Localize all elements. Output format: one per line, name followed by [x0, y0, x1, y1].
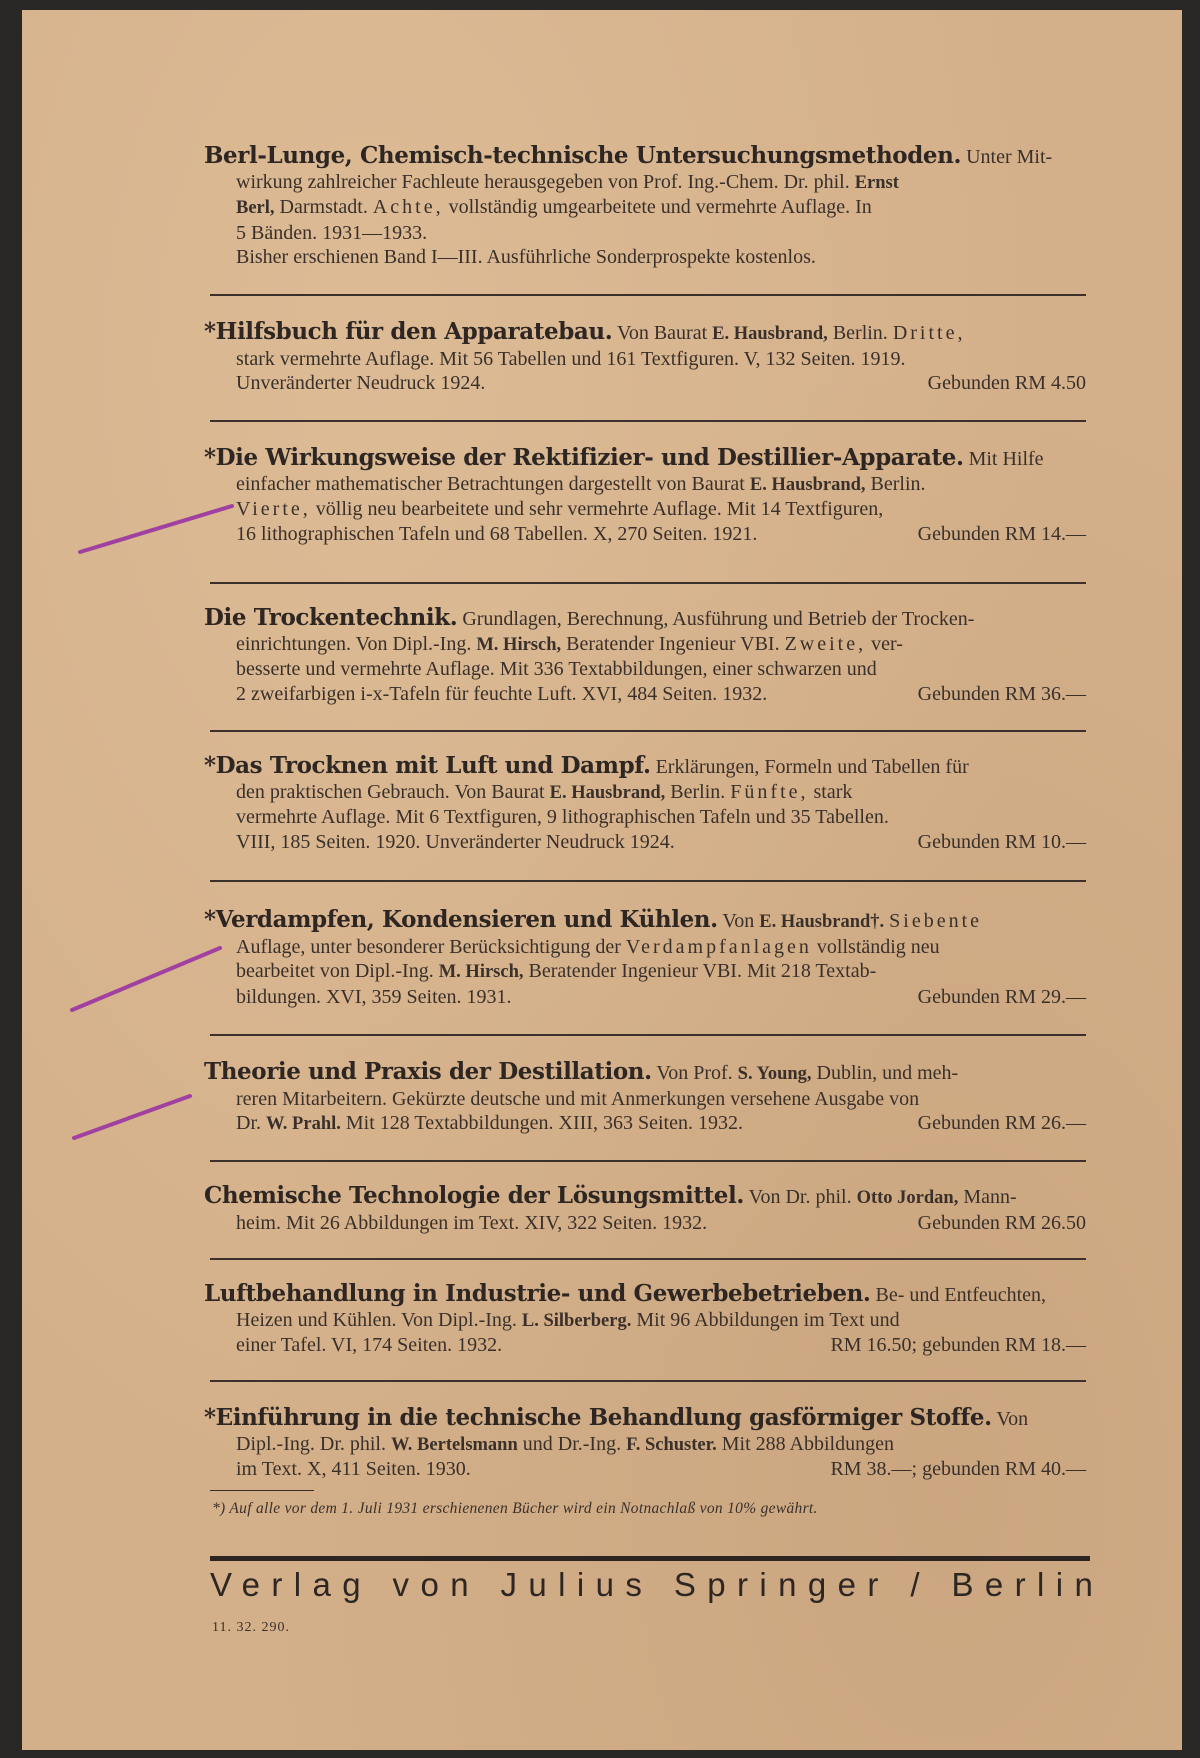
- divider-rule: [210, 420, 1086, 422]
- book-title: *Das Trocknen mit Luft und Dampf.: [204, 752, 651, 779]
- entry-text: heim. Mit 26 Abbildungen im Text. XIV, 322 Seiten. 1932.: [236, 1211, 708, 1234]
- entry-text: den praktischen Gebrauch. Von Baurat: [236, 780, 545, 803]
- catalog-page: [22, 10, 1182, 1750]
- entry-text: wirkung zahlreicher Fachleute herausgegeben von Prof. Ing.-Chem. Dr. phil.: [236, 170, 850, 193]
- author-name: F. Schuster.: [626, 1434, 717, 1455]
- author-name: E. Hausbrand,: [549, 782, 666, 803]
- entry-text: Erklärungen, Formeln und Tabellen für: [655, 756, 969, 778]
- book-title: Chemische Technologie der Lösungsmittel.: [204, 1182, 744, 1209]
- entry-text: stark vermehrte Auflage. Mit 56 Tabellen und 161 Textfiguren. V, 132 Seiten. 1919.: [236, 347, 906, 370]
- entry-text: Beratender Ingenieur VBI. Mit 218 Textab-: [528, 960, 877, 983]
- print-code: 11. 32. 290.: [212, 1620, 290, 1635]
- divider-rule: [210, 730, 1086, 732]
- entry-text: Unveränderter Neudruck 1924.: [236, 372, 486, 395]
- author-name: M. Hirsch,: [476, 634, 562, 655]
- pencil-mark-3: [62, 1088, 202, 1148]
- book-entry-hilfsbuch: [204, 318, 1086, 396]
- book-title: Luftbehandlung in Industrie- und Gewerbebetrieben.: [204, 1280, 871, 1307]
- book-entry-trocknen: [204, 752, 1086, 854]
- entry-text: Berlin.: [670, 780, 726, 803]
- entry-text: einer Tafel. VI, 174 Seiten. 1932.: [236, 1334, 503, 1357]
- book-title: Theorie und Praxis der Destillation.: [204, 1058, 652, 1085]
- entry-text: Beratender Ingenieur VBI.: [566, 632, 780, 655]
- entry-text: Mit 96 Abbildungen im Text und: [636, 1308, 900, 1331]
- entry-text: vermehrte Auflage. Mit 6 Textfiguren, 9 lithographischen Tafeln und 35 Tabellen.: [236, 806, 889, 829]
- entry-text: Grundlagen, Berechnung, Ausführung und Betrieb der Trocken-: [462, 608, 975, 630]
- publisher-imprint: Verlag von Julius Springer / Berlin: [210, 1566, 1105, 1603]
- entry-text: 2 zweifarbigen i-x-Tafeln für feuchte Luft. XVI, 484 Seiten. 1932.: [236, 682, 768, 705]
- price-text: RM 38.—; gebunden RM 40.—: [830, 1458, 1086, 1481]
- entry-text: Berlin.: [870, 472, 926, 495]
- entry-text: stark: [813, 780, 853, 803]
- entry-text: Unter Mit-: [966, 146, 1053, 168]
- divider-rule: [210, 880, 1086, 882]
- author-name: Ernst: [854, 172, 899, 193]
- footnote-rule: [210, 1490, 314, 1491]
- book-title: *Hilfsbuch für den Apparatebau.: [204, 318, 613, 345]
- author-name: Otto Jordan,: [856, 1188, 959, 1208]
- book-entry-berl-lunge: [204, 142, 1086, 270]
- author-name: W. Bertelsmann: [391, 1434, 518, 1455]
- author-name: M. Hirsch,: [438, 962, 524, 983]
- edition-text: Zweite,: [784, 632, 867, 655]
- book-title: *Verdampfen, Kondensieren und Kühlen.: [204, 906, 718, 933]
- author-name: L. Silberberg.: [521, 1310, 632, 1331]
- entry-text: vollständig umgearbeitete und vermehrte Auflage. In: [448, 196, 872, 219]
- author-name: E. Hausbrand,: [749, 474, 866, 495]
- entry-text: Dipl.-Ing. Dr. phil.: [236, 1432, 386, 1455]
- entry-text: besserte und vermehrte Auflage. Mit 336 Textabbildungen, einer schwarzen und: [236, 658, 877, 681]
- book-title: Die Trockentechnik.: [204, 604, 458, 631]
- edition-text: Vierte,: [236, 498, 311, 521]
- price-text: Gebunden RM 26.—: [917, 1112, 1086, 1135]
- entry-text: Heizen und Kühlen. Von Dipl.-Ing.: [236, 1308, 517, 1331]
- entry-text: Berlin.: [832, 322, 888, 344]
- edition-text: Siebente: [889, 910, 983, 932]
- entry-text: Mit 288 Abbildungen: [721, 1432, 894, 1455]
- book-entry-destillation: [204, 1058, 1086, 1137]
- entry-text: Dr.: [236, 1112, 261, 1135]
- price-text: RM 16.50; gebunden RM 18.—: [830, 1334, 1086, 1357]
- price-text: Gebunden RM 10.—: [917, 830, 1086, 853]
- price-text: Gebunden RM 26.50: [917, 1211, 1086, 1234]
- author-name: Berl,: [236, 198, 275, 219]
- pencil-mark-1: [72, 500, 242, 560]
- book-entry-loesungsmittel: [204, 1182, 1086, 1235]
- entry-text: 5 Bänden. 1931—1933.: [236, 221, 428, 244]
- edition-text: Achte,: [372, 196, 444, 219]
- book-title: *Die Wirkungsweise der Rektifizier- und Destillier-Apparate.: [204, 444, 964, 471]
- entry-text: Dublin, und meh-: [816, 1062, 959, 1084]
- entry-text: völlig neu bearbeitete und sehr vermehrte Auflage. Mit 14 Textfiguren,: [315, 498, 884, 521]
- entry-text: vollständig neu: [816, 935, 940, 958]
- entry-text: einfacher mathematischer Betrachtungen dargestellt von Baurat: [236, 472, 745, 495]
- price-text: Gebunden RM 36.—: [917, 682, 1086, 705]
- edition-text: Fünfte,: [730, 780, 809, 803]
- book-title: *Einführung in die technische Behandlung gasförmiger Stoffe.: [204, 1404, 992, 1431]
- price-text: Gebunden RM 29.—: [917, 985, 1086, 1008]
- book-entry-trockentechnik: [204, 604, 1086, 706]
- divider-rule: [210, 582, 1086, 584]
- book-entry-gasfoermig: [204, 1404, 1086, 1482]
- entry-text: Von: [722, 910, 755, 932]
- entry-text: Von Dr. phil.: [748, 1186, 852, 1208]
- price-text: Gebunden RM 4.50: [927, 372, 1086, 395]
- entry-text: Darmstadt.: [279, 196, 368, 219]
- author-name: E. Hausbrand,: [712, 324, 828, 344]
- entry-text: einrichtungen. Von Dipl.-Ing.: [236, 632, 472, 655]
- edition-text: Dritte,: [892, 322, 966, 344]
- footnote: *) Auf alle vor dem 1. Juli 1931 erschienenen Bücher wird ein Notnachlaß von 10% gewährt.: [212, 1500, 818, 1517]
- book-title: Berl-Lunge, Chemisch-technische Untersuchungsmethoden.: [204, 142, 962, 169]
- entry-text: 16 lithographischen Tafeln und 68 Tabellen. X, 270 Seiten. 1921.: [236, 522, 758, 545]
- entry-text: Bisher erschienen Band I—III. Ausführliche Sonderprospekte kostenlos.: [236, 246, 816, 269]
- entry-text: Be- und Entfeuchten,: [875, 1284, 1047, 1306]
- author-name: S. Young,: [737, 1064, 812, 1084]
- entry-text: bearbeitet von Dipl.-Ing.: [236, 960, 434, 983]
- entry-text: VIII, 185 Seiten. 1920. Unveränderter Neudruck 1924.: [236, 830, 675, 853]
- publisher-rule: [210, 1556, 1090, 1561]
- entry-text: reren Mitarbeitern. Gekürzte deutsche und mit Anmerkungen versehene Ausgabe von: [236, 1087, 920, 1110]
- entry-text: Auflage, unter besonderer Berücksichtigung der: [236, 935, 621, 958]
- price-text: Gebunden RM 14.—: [917, 522, 1086, 545]
- entry-text: bildungen. XVI, 359 Seiten. 1931.: [236, 985, 512, 1008]
- book-entry-verdampfen: [204, 906, 1086, 1009]
- entry-text: Von Baurat: [616, 322, 708, 344]
- entry-text: Mann-: [963, 1186, 1017, 1208]
- entry-text: Von: [996, 1408, 1029, 1430]
- entry-text: Mit Hilfe: [968, 448, 1044, 470]
- entry-text: Mit 128 Textabbildungen. XIII, 363 Seiten. 1932.: [345, 1112, 743, 1135]
- author-name: W. Prahl.: [266, 1114, 341, 1135]
- entry-text: ver-: [871, 632, 903, 655]
- divider-rule: [210, 294, 1086, 296]
- divider-rule: [210, 1380, 1086, 1382]
- book-entry-rektifizier: [204, 444, 1086, 546]
- divider-rule: [210, 1258, 1086, 1260]
- divider-rule: [210, 1160, 1086, 1162]
- divider-rule: [210, 1034, 1086, 1036]
- entry-text: Von Prof.: [656, 1062, 733, 1084]
- book-entry-luftbehandlung: [204, 1280, 1086, 1358]
- author-name: E. Hausbrand†.: [759, 912, 885, 932]
- entry-text: und Dr.-Ing.: [522, 1432, 622, 1455]
- entry-text: im Text. X, 411 Seiten. 1930.: [236, 1458, 471, 1481]
- pencil-mark-2: [62, 940, 232, 1020]
- emphasis-text: Verdampfanlagen: [625, 935, 812, 958]
